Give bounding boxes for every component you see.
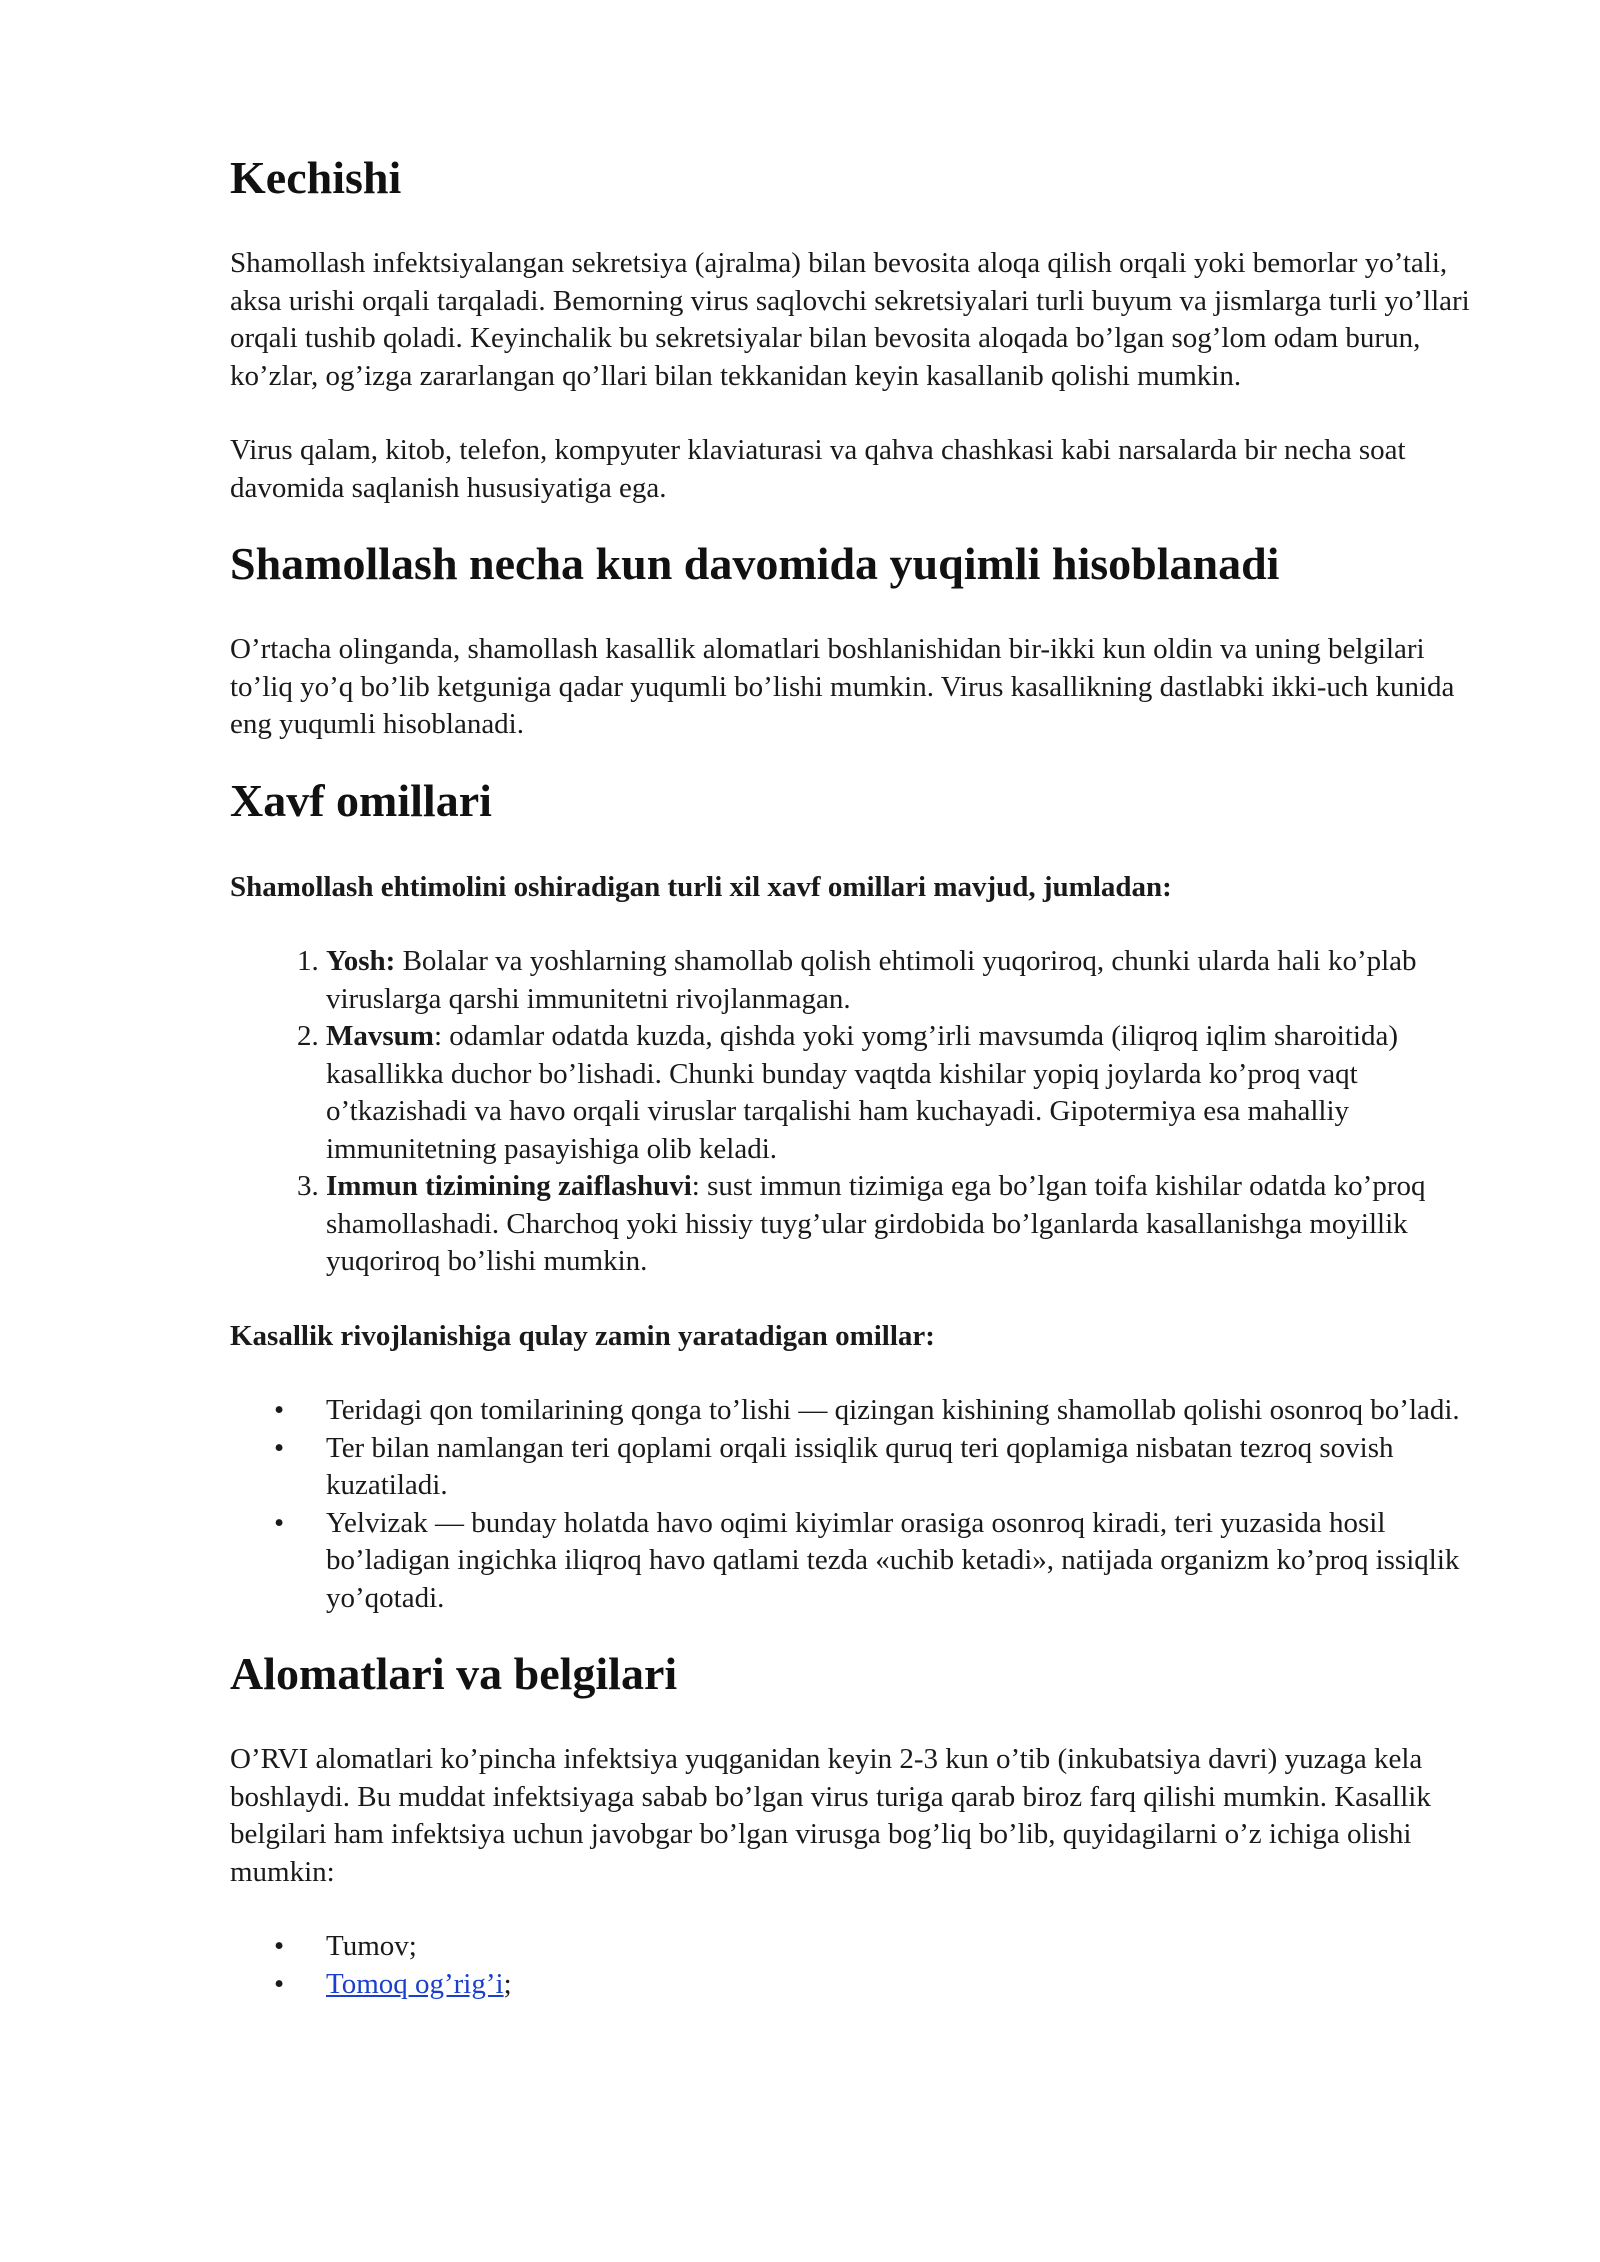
list-item-text: : sust immun tizimiga ega bo’lgan toifa kishilar odatda ko’proq shamollashadi. Charchoq yoki hissiy tuyg’ular girdobida bo’lganlarda kasallanishga moyillik yuqoriroq bo’lishi mumkin. xyxy=(326,1170,1426,1277)
list-item xyxy=(274,1966,1490,2004)
paragraph-kechishi-2: Virus qalam, kitob, telefon, kompyuter klaviaturasi va qahva chashkasi kabi narsalarda bir necha soat davomida saqlanish hususiyatiga ega. xyxy=(230,434,1406,504)
paragraph-kechishi-1: Shamollash infektsiyalangan sekretsiya (ajralma) bilan bevosita aloqa qilish orqali yoki bemorlar yo’tali, aksa urishi orqali tarqaladi. Bemorning virus saqlovchi sekretsiyalari turli buyum va jismlarga turli yo’llari orqali tushib qoladi. Keyinchalik bu sekretsiyalar bilan bevosita aloqada bo’lgan sog’lom odam burun, ko’zlar, og’izga zararlangan qo’llari bilan tekkanidan keyin kasallanib qolishi mumkin. xyxy=(230,247,1470,392)
list-item-text: Bolalar va yoshlarning shamollab qolish ehtimoli yuqoriroq, chunki ularda hali ko’plab viruslarga qarshi immunitetni rivojlanmagan. xyxy=(326,945,1417,1015)
list-item xyxy=(326,1018,1490,1168)
paragraph-alomatlari: O’RVI alomatlari ko’pincha infektsiya yuqganidan keyin 2-3 kun o’tib (inkubatsiya davri) yuzaga kela boshlaydi. Bu muddat infektsiyaga sabab bo’lgan virus turiga qarab biroz farq qilishi mumkin. Kasallik belgilari ham infektsiya uchun javobgar bo’lgan virusga bog’liq bo’lib, quyidagilarni o’z ichiga olishi mumkin: xyxy=(230,1743,1431,1888)
heading-alomatlari: Alomatlari va belgilari xyxy=(230,1648,678,1699)
list-item-term: Mavsum xyxy=(326,1020,434,1052)
list-item-tail: ; xyxy=(503,1967,512,2000)
bullet-icon: • xyxy=(274,1967,285,2000)
list-item-term: Immun tizimining zaiflashuvi xyxy=(326,1170,692,1202)
list-item-term: Yosh: xyxy=(326,945,396,977)
bullet-icon: • xyxy=(274,1394,285,1426)
list-item xyxy=(274,1392,1490,1430)
subheading-xavf-intro: Shamollash ehtimolini oshiradigan turli xil xavf omillari mavjud, jumladan: xyxy=(230,870,1172,903)
list-item-text: Teridagi qon tomilarining qonga to’lishi — qizingan kishining shamollab qolishi osonroq bo’ladi. xyxy=(326,1394,1460,1426)
paragraph-yuqimli: O’rtacha olinganda, shamollash kasallik alomatlari boshlanishidan bir-ikki kun oldin va uning belgilari to’liq yo’q bo’lib ketguniga qadar yuqumli bo’lishi mumkin. Virus kasallikning dastlabki ikki-uch kunida eng yuqumli hisoblanadi. xyxy=(230,633,1455,740)
list-item xyxy=(274,1505,1490,1618)
tomoq-ogrigi-link[interactable]: Tomoq og’rig’i xyxy=(326,1967,504,2000)
bullet-icon: • xyxy=(274,1431,285,1464)
heading-xavf-omillari: Xavf omillari xyxy=(230,774,492,826)
heading-kechishi: Kechishi xyxy=(230,152,402,203)
subheading-qulay-zamin: Kasallik rivojlanishiga qulay zamin yaratadigan omillar: xyxy=(230,1319,935,1352)
heading-yuqimli: Shamollash necha kun davomida yuqimli hisoblanadi xyxy=(230,538,1280,589)
list-item xyxy=(326,943,1490,1018)
symptoms-list xyxy=(230,1928,1490,2003)
bullet-icon: • xyxy=(274,1506,285,1539)
list-item xyxy=(274,1430,1490,1505)
list-item-text: : odamlar odatda kuzda, qishda yoki yomg’irli mavsumda (iliqroq iqlim sharoitida) kasallikka duchor bo’lishadi. Chunki bunday vaqtda kishilar yopiq joylarda ko’proq vaqt o’tkazishadi va havo orqali viruslar tarqalishi ham kuchayadi. Gipotermiya esa mahalliy immunitetning pasayishiga olib keladi. xyxy=(326,1020,1399,1165)
risk-factors-list xyxy=(230,943,1490,1281)
list-item xyxy=(274,1928,1490,1966)
list-item-text: Ter bilan namlangan teri qoplami orqali issiqlik quruq teri qoplamiga nisbatan tezroq sovish kuzatiladi. xyxy=(326,1431,1394,1501)
bullet-icon: • xyxy=(274,1930,285,1962)
list-item xyxy=(326,1168,1490,1281)
list-item-text: Yelvizak — bunday holatda havo oqimi kiyimlar orasiga osonroq kiradi, teri yuzasida hosil bo’ladigan ingichka iliqroq havo qatlami tezda «uchib ketadi», natijada organizm ko’proq issiqlik yo’qotadi. xyxy=(326,1506,1460,1614)
list-item-text: Tumov; xyxy=(326,1930,417,1962)
contributing-factors-list xyxy=(230,1392,1490,1617)
